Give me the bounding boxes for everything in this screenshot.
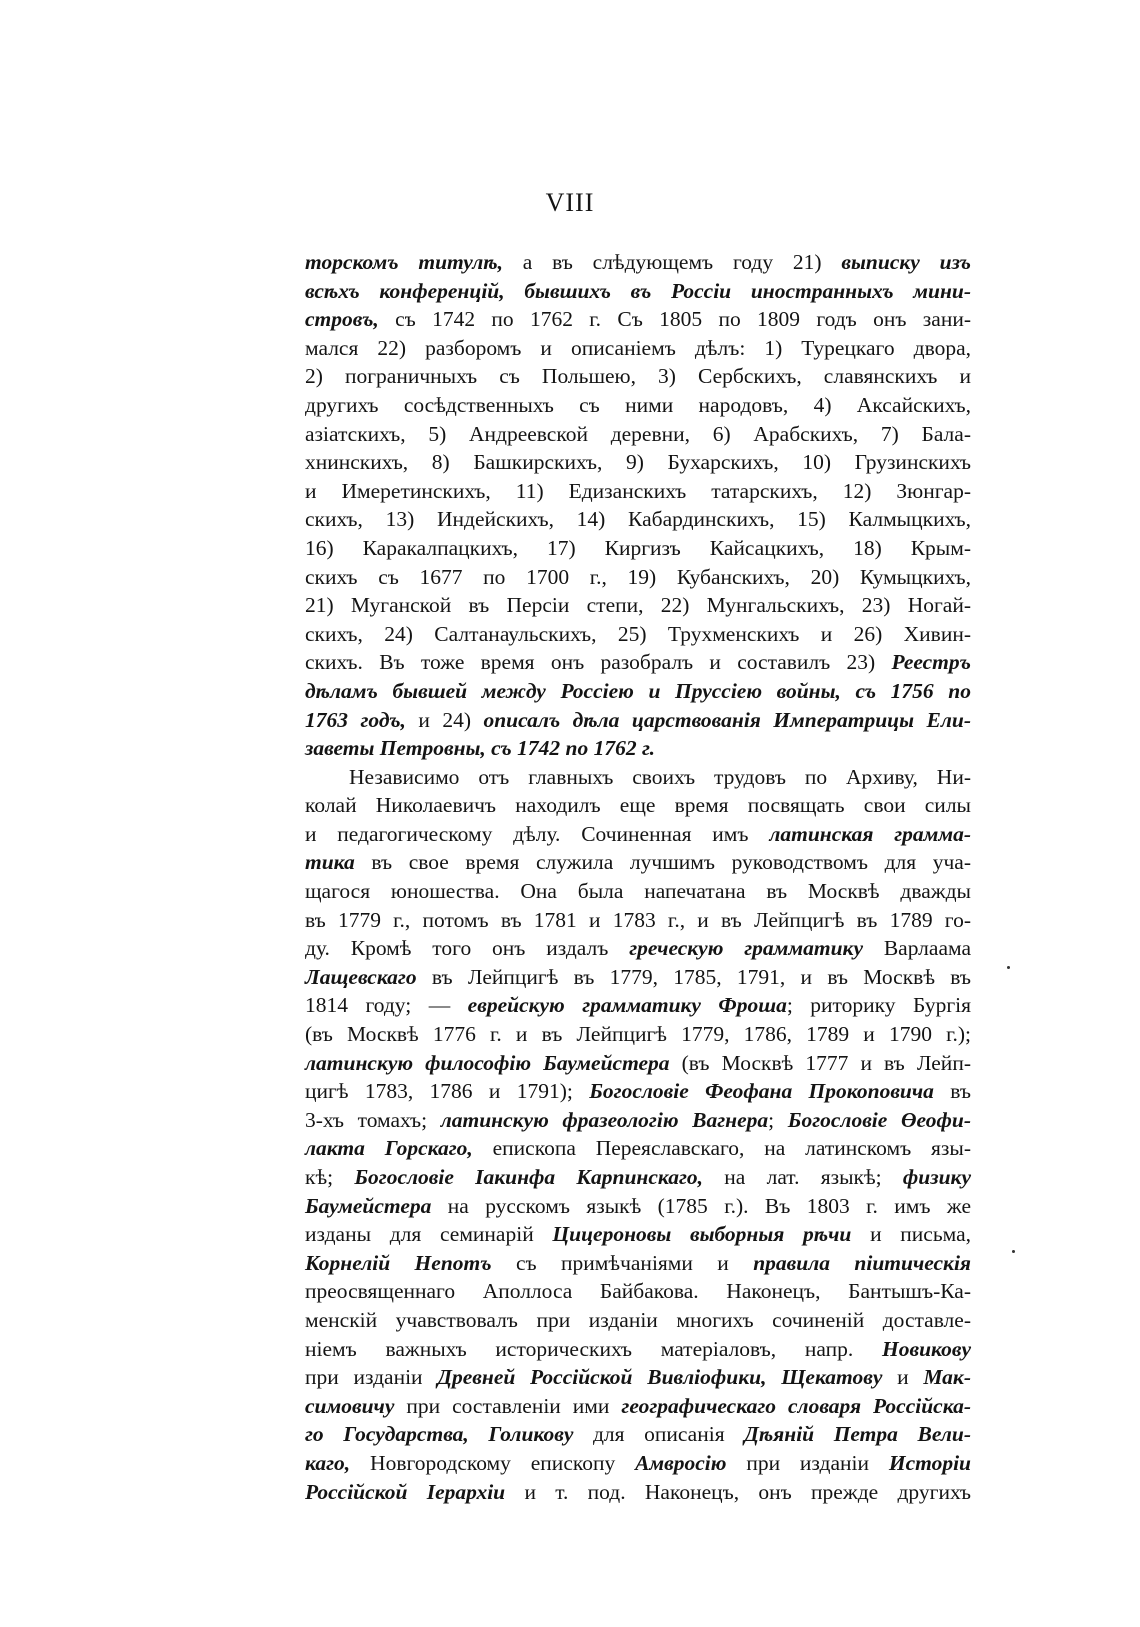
text-line: [305, 534, 971, 563]
text-run: хнинскихъ, 8) Башкирскихъ, 9) Бухарскихъ, 10) Грузинскихъ: [305, 450, 971, 475]
text-run: епископа Переяславскаго, на латинскомъ язы-: [472, 1136, 971, 1161]
emphasized-text: Новикову: [881, 1336, 971, 1361]
emphasized-text: всѣхъ конференцій, бывшихъ въ Россіи иностранныхъ мини-: [305, 278, 971, 303]
text-run: съ примѣчаніями и: [491, 1250, 754, 1275]
emphasized-text: дѣламъ бывшей между Россіею и Пруссіею войны, съ 1756 по: [305, 678, 971, 703]
text-run: 16) Каракалпацкихъ, 17) Киргизъ Кайсацкихъ, 18) Крым-: [305, 535, 971, 560]
text-run: и 24): [405, 707, 484, 732]
margin-speck: [1007, 966, 1010, 969]
text-line: [305, 791, 971, 820]
emphasized-text: каго,: [305, 1450, 351, 1475]
text-run: преосвященнаго Аполлоса Байбакова. Наконецъ, Бантышъ-Ка-: [305, 1279, 971, 1304]
text-run: въ свое время служила лучшимъ руководствомъ для уча-: [354, 850, 971, 875]
emphasized-text: стровъ,: [305, 307, 379, 332]
text-line: [305, 848, 971, 877]
text-line: [305, 934, 971, 963]
text-line: [305, 963, 971, 992]
emphasized-text: Амвросію: [635, 1450, 727, 1475]
text-run: а въ слѣдующемъ году 21): [502, 250, 842, 274]
text-run: Варлаама: [863, 936, 972, 961]
page-number: VIII: [545, 188, 595, 217]
text-run: кѣ;: [305, 1165, 355, 1189]
emphasized-text: 1763 годъ,: [305, 707, 406, 732]
text-run: 21) Муганской въ Персіи степи, 22) Мунгальскихъ, 23) Ногай-: [305, 593, 971, 618]
text-line: [305, 1306, 971, 1335]
text-line: [305, 1163, 971, 1192]
text-line: [305, 1220, 971, 1249]
text-run: щагося юношества. Она была напечатана въ Москвѣ дважды: [305, 879, 971, 904]
emphasized-text: Древней Россійской Вивліофики, Щекатову: [437, 1365, 883, 1390]
text-line: [305, 1020, 971, 1049]
text-line: [305, 677, 971, 706]
text-line: [305, 706, 971, 735]
text-line: [305, 1106, 971, 1135]
text-run: колай Николаевичъ находилъ еще время посвящать свои силы: [305, 793, 971, 818]
margin-speck: [1012, 1250, 1015, 1253]
text-run: и: [882, 1365, 924, 1390]
text-line: [305, 906, 971, 935]
text-line: [305, 305, 971, 334]
text-run: при изданіи: [726, 1450, 889, 1475]
text-run: ніемъ важныхъ историческихъ матеріаловъ, напр.: [305, 1336, 882, 1361]
text-line: [305, 1249, 971, 1278]
text-line: [305, 734, 971, 763]
emphasized-text: симовичу: [305, 1393, 395, 1418]
text-run: ;: [768, 1107, 788, 1132]
text-run: для описанія: [573, 1422, 745, 1447]
text-run: ; риторику Бургія: [786, 993, 971, 1018]
text-line: [305, 1192, 971, 1221]
text-run: мался 22) разборомъ и описаніемъ дѣлъ: 1) Турецкаго двора,: [305, 335, 971, 360]
text-line: [305, 877, 971, 906]
text-line: [305, 763, 971, 792]
text-line: [305, 1392, 971, 1421]
text-run: 3-хъ томахъ;: [305, 1107, 441, 1132]
emphasized-text: Исторіи: [888, 1450, 971, 1475]
text-run: другихъ сосѣдственныхъ съ ними народовъ, 4) Аксайскихъ,: [305, 392, 971, 417]
text-line: [305, 1049, 971, 1078]
text-line: [305, 1363, 971, 1392]
text-run: цигѣ 1783, 1786 и 1791);: [305, 1079, 590, 1104]
emphasized-text: торскомъ титулѣ,: [305, 250, 503, 274]
emphasized-text: лакта Горскаго,: [305, 1136, 473, 1161]
text-line: [305, 1449, 971, 1478]
text-line: [305, 1335, 971, 1364]
text-run: менскій учавствовалъ при изданіи многихъ сочиненій доставле-: [305, 1307, 971, 1332]
emphasized-text: Богословіе Өеофи-: [787, 1107, 971, 1132]
emphasized-text: го Государства, Голикову: [305, 1422, 574, 1447]
text-run: скихъ. Въ тоже время онъ разобралъ и составилъ 23): [305, 650, 892, 675]
emphasized-text: Цицероновы выборныя рѣчи: [552, 1222, 852, 1247]
text-line: [305, 1134, 971, 1163]
text-line: [305, 991, 971, 1020]
text-run: и педагогическому дѣлу. Сочиненная имъ: [305, 821, 770, 846]
emphasized-text: географическаго словаря Россійска-: [621, 1393, 971, 1418]
text-run: 1814 году; —: [305, 993, 468, 1018]
text-run: (въ Москвѣ 1777 и въ Лейп-: [669, 1050, 971, 1075]
emphasized-text: Россійской Іерархіи: [305, 1479, 506, 1504]
emphasized-text: еврейскую грамматику Фроша: [467, 993, 787, 1018]
emphasized-text: Баумейстера: [305, 1193, 432, 1218]
text-run: азіатскихъ, 5) Андреевской деревни, 6) Арабскихъ, 7) Бала-: [305, 421, 971, 446]
text-line: [305, 448, 971, 477]
emphasized-text: физику: [902, 1165, 971, 1189]
text-run: ду. Кромѣ того онъ издалъ: [305, 936, 630, 961]
emphasized-text: латинскую фразеологію Вагнера: [440, 1107, 769, 1132]
text-line: [305, 1077, 971, 1106]
emphasized-text: правила піитическія: [753, 1250, 971, 1275]
text-line: [305, 248, 971, 277]
emphasized-text: Лащевскаго: [305, 964, 417, 989]
text-line: [305, 391, 971, 420]
text-line: [305, 648, 971, 677]
text-run: изданы для семинарій: [305, 1222, 553, 1247]
text-run: 2) пограничныхъ съ Польшею, 3) Сербскихъ, славянскихъ и: [305, 364, 971, 389]
body-text: [305, 248, 971, 1506]
emphasized-text: латинскую философію Баумейстера: [305, 1050, 670, 1075]
text-run: при изданіи: [305, 1365, 438, 1390]
text-run: съ 1742 по 1762 г. Съ 1805 по 1809 годъ онъ зани-: [378, 307, 971, 332]
text-line: [305, 820, 971, 849]
text-line: [305, 477, 971, 506]
emphasized-text: описалъ дѣла царствованія Императрицы Ели-: [483, 707, 971, 732]
emphasized-text: тика: [305, 850, 355, 875]
text-run: на лат. языкѣ;: [703, 1165, 903, 1189]
text-run: и письма,: [851, 1222, 971, 1247]
text-run: въ 1779 г., потомъ въ 1781 и 1783 г., и въ Лейпцигѣ въ 1789 го-: [305, 907, 971, 932]
text-run: при составленіи ими: [394, 1393, 622, 1418]
text-run: въ Лейпцигѣ въ 1779, 1785, 1791, и въ Москвѣ въ: [416, 964, 971, 989]
emphasized-text: заветы Петровны, съ 1742 по 1762 г.: [305, 736, 655, 761]
text-run: скихъ, 13) Индейскихъ, 14) Кабардинскихъ, 15) Калмыцкихъ,: [305, 507, 971, 532]
text-run: въ: [933, 1079, 971, 1104]
emphasized-text: Корнелій Непотъ: [305, 1250, 492, 1275]
emphasized-text: Богословіе Феофана Прокоповича: [589, 1079, 934, 1104]
text-line: [305, 334, 971, 363]
text-run: скихъ съ 1677 по 1700 г., 19) Кубанскихъ, 20) Кумыцкихъ,: [305, 564, 971, 589]
text-run: и Имеретинскихъ, 11) Едизанскихъ татарскихъ, 12) Зюнгар-: [305, 478, 971, 503]
text-line: [305, 620, 971, 649]
text-run: Независимо отъ главныхъ своихъ трудовъ по Архиву, Ни-: [349, 764, 971, 789]
text-run: скихъ, 24) Салтанаульскихъ, 25) Трухменскихъ и 26) Хивин-: [305, 621, 971, 646]
text-line: [305, 591, 971, 620]
text-run: Новгородскому епископу: [350, 1450, 636, 1475]
text-line: [305, 1420, 971, 1449]
emphasized-text: Реестръ: [891, 650, 971, 675]
text-line: [305, 277, 971, 306]
emphasized-text: Богословіе Іакинфа Карпинскаго,: [354, 1165, 704, 1189]
text-line: [305, 563, 971, 592]
emphasized-text: латинская грамма-: [769, 821, 972, 846]
text-run: на русскомъ языкѣ (1785 г.). Въ 1803 г. имъ же: [431, 1193, 971, 1218]
text-run: и т. под. Наконецъ, онъ прежде другихъ: [505, 1479, 971, 1504]
text-run: (въ Москвѣ 1776 г. и въ Лейпцигѣ 1779, 1786, 1789 и 1790 г.);: [305, 1022, 971, 1047]
text-line: [305, 362, 971, 391]
text-line: [305, 505, 971, 534]
text-line: [305, 420, 971, 449]
emphasized-text: Дѣяній Петра Вели-: [744, 1422, 971, 1447]
text-line: [305, 1478, 971, 1507]
text-line: [305, 1277, 971, 1306]
emphasized-text: Мак-: [923, 1365, 971, 1390]
emphasized-text: выписку изъ: [841, 250, 971, 274]
emphasized-text: греческую грамматику: [629, 936, 863, 961]
